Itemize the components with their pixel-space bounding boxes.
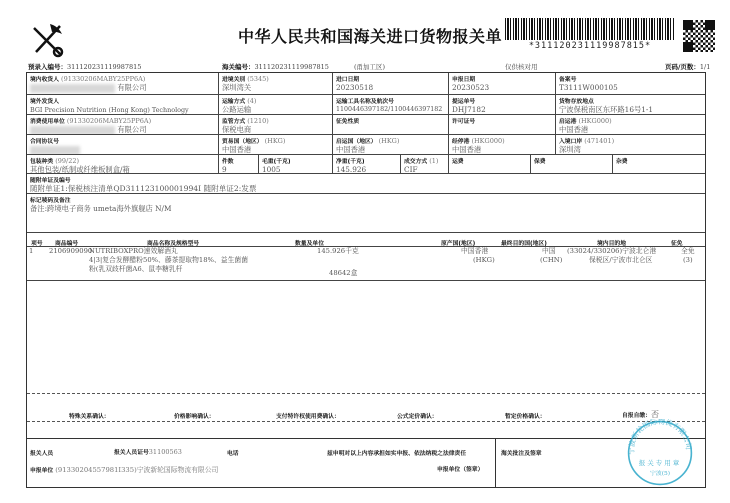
- declarant-cert: 报关人员证号31100563: [114, 448, 182, 456]
- item-hs-code: 2106909090: [49, 247, 93, 255]
- declaring-unit-sign: 申报单位（签章）: [437, 467, 484, 473]
- marks-remarks-cell: 标记唛码及备注 备注:跨境电子商务 umeta海外旗舰店 N/M: [27, 194, 705, 233]
- col-header-hs-code: 商品编号: [55, 241, 79, 247]
- item-destination-code: (CHN): [540, 256, 563, 264]
- svg-text:报关专用章: 报关专用章: [638, 458, 682, 467]
- document-title: 中华人民共和国海关进口货物报关单: [238, 27, 503, 46]
- item-domestic-dest-1: (33024/330206)宁波北仑港: [567, 247, 657, 255]
- origin-country-cell: 启运国（地区） (HKG) 中国香港: [333, 135, 449, 155]
- item-spec-line-1: 4|3|复合发酵醋粉50%、藤茶提取物18%、益生菌菌: [89, 256, 248, 264]
- pre-entry-number: 预录入编号：311120231119987815: [28, 63, 142, 71]
- gross-weight-cell: 毛重(千克) 1005: [259, 155, 333, 174]
- consignee-cell: 境内收货人 (91330206MABY25PP6A) 有限公司: [27, 73, 219, 95]
- item-qty-boxes: 48642盒: [329, 269, 358, 277]
- record-no-cell: 备案号 T3111W000105: [556, 73, 705, 95]
- package-cell: 包装种类 (99/22) 其他包装/纸制或纤维板制盒/箱: [27, 155, 219, 174]
- import-date-cell: 进口日期 20230518: [333, 73, 449, 95]
- company-seal-stamp: [626, 419, 694, 487]
- svg-text:宁波新轮国际物流有限公司: 宁波新轮国际物流有限公司: [626, 419, 694, 455]
- transit-port-cell: 经停港 (HKG000) 中国香港: [449, 135, 556, 155]
- phone-label: 电话: [227, 451, 239, 457]
- exemption-cell: 征免性质: [333, 115, 449, 135]
- trade-country-cell: 贸易国（地区） (HKG) 中国香港: [219, 135, 333, 155]
- table-row: [27, 247, 705, 280]
- self-pay: 自报自缴：否: [622, 410, 659, 419]
- item-destination: 中国: [542, 247, 556, 255]
- consumer-cell: 消费使用单位 (91330206MABY25PP6A) 有限公司: [27, 115, 219, 135]
- item-levy-code: (3): [683, 256, 693, 264]
- qr-code: [683, 20, 715, 52]
- customs-remarks-label: 海关批注及签章: [501, 451, 542, 457]
- declarant-label: 报关人员: [30, 451, 54, 457]
- item-name: NUTRIBOXPRO速效解酒丸: [89, 247, 178, 255]
- customs-emblem-logo: [28, 20, 68, 60]
- royalty-confirm: 支付特许权使用费确认：: [276, 414, 340, 420]
- provisional-price-confirm: 暂定价格确认：: [505, 414, 546, 420]
- insurance-cell: 保费: [531, 155, 613, 174]
- supervision-cell: 监管方式 (1210) 保税电商: [219, 115, 333, 135]
- formula-price-confirm: 公式定价确认：: [397, 414, 438, 420]
- item-no: 1: [29, 247, 34, 255]
- entry-customs-cell: 进境关别 (5345) 深圳湾关: [219, 73, 333, 95]
- item-qty-weight: 145.926千克: [317, 247, 359, 255]
- item-origin: 中国香港: [461, 247, 489, 255]
- special-relation-confirm: 特殊关系确认：: [69, 414, 110, 420]
- col-header-domestic-dest: 境内目的地: [597, 241, 626, 247]
- col-header-origin: 原产国(地区): [441, 241, 476, 247]
- barcode-text: *311120231119987815*: [528, 41, 652, 51]
- item-levy: 全免: [681, 247, 695, 255]
- item-origin-code: (HKG): [473, 256, 495, 264]
- pieces-cell: 件数 9: [219, 155, 259, 174]
- consignor-cell: 境外发货人 BGI Precision Nutrition (Hong Kong) Technology: [27, 95, 219, 115]
- customs-number: 海关编号：311120231119987815: [222, 63, 329, 71]
- divider: [27, 438, 705, 439]
- svg-text:宁波(5): 宁波(5): [649, 471, 671, 478]
- bill-no-cell: 提运单号 DHJ7182: [449, 95, 556, 115]
- license-cell: 许可证号: [449, 115, 556, 135]
- col-header-destination: 最终目的国(地区): [501, 241, 547, 247]
- col-header-item-no: 项号: [31, 241, 43, 247]
- freight-cell: 运费: [449, 155, 531, 174]
- item-spec-line-2: 粉(乳双歧杆菌A6、鼠李糖乳杆: [89, 265, 183, 273]
- watermark-text: 仅供核对用: [505, 63, 538, 71]
- attached-docs-value: 随附单证1:保税核注清单QD311123100001994I 随附单证2:发票: [30, 184, 257, 193]
- transport-mode-cell: 运输方式 (4) 公路运输: [219, 95, 333, 115]
- col-header-quantity: 数量及单位: [295, 241, 324, 247]
- page-indicator: 页码/页数：1/1: [665, 63, 711, 71]
- barcode: [505, 18, 675, 40]
- misc-fee-cell: 杂费: [613, 155, 705, 174]
- deal-mode-cell: 成交方式 (1) CIF: [401, 155, 449, 174]
- divider: [27, 393, 705, 394]
- entry-port-cell: 入境口岸 (471401) 深圳湾: [556, 135, 705, 155]
- zone-label: (甬加工区): [354, 63, 386, 71]
- col-header-levy: 征免: [671, 241, 683, 247]
- departure-port-cell: 启运港 (HKG000) 中国香港: [556, 115, 705, 135]
- declaring-unit: 申报单位 (91330204557981I335)宁波新轮国际物流有限公司: [30, 466, 219, 474]
- storage-cell: 货物存放地点 宁波保税南区东环路16号1-1: [556, 95, 705, 115]
- declare-date-cell: 申报日期 20230523: [449, 73, 556, 95]
- price-impact-confirm: 价格影响确认：: [174, 414, 215, 420]
- divider: [27, 421, 705, 422]
- divider: [27, 280, 705, 281]
- item-domestic-dest-2: 保税区/宁波市北仑区: [589, 256, 653, 264]
- net-weight-cell: 净重(千克) 145.926: [333, 155, 401, 174]
- declaration-statement: 兹申明对以上内容承担如实申报、依法纳税之法律责任: [327, 451, 467, 457]
- declaration-form: [26, 72, 706, 488]
- attached-docs-cell: 随附单证及编号 随附单证1:保税核注清单QD311123100001994I 随附单证2:发票: [27, 174, 705, 194]
- divider: [495, 438, 496, 487]
- col-header-name: 商品名称及规格型号: [147, 241, 200, 247]
- contract-cell: 合同协议号: [27, 135, 219, 155]
- vehicle-cell: 运输工具名称及航次号 1100446397182/1100446397182: [333, 95, 449, 115]
